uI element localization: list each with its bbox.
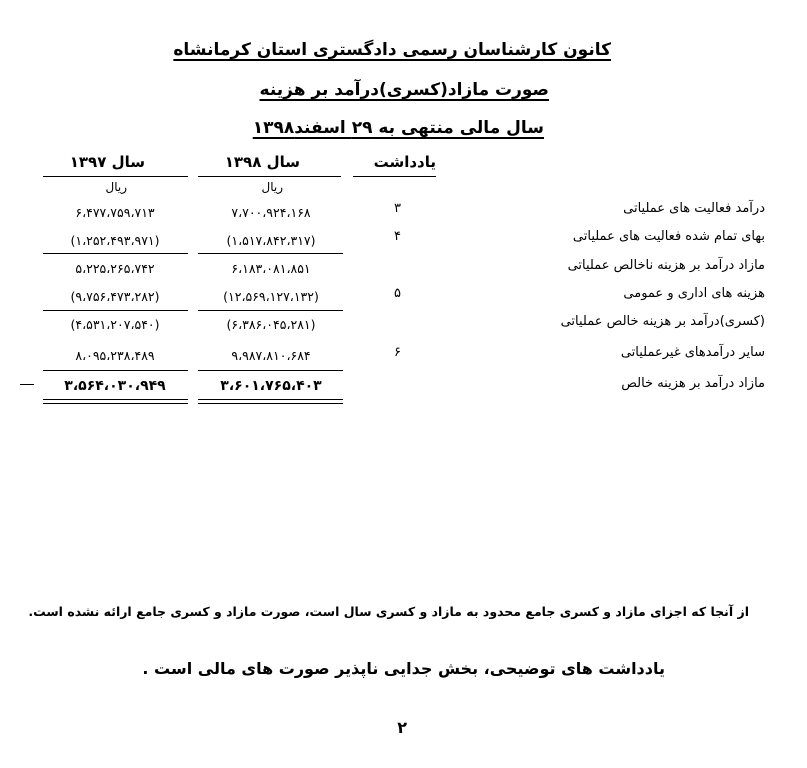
value-1397: ۵،۲۲۵،۲۶۵،۷۴۲	[75, 261, 155, 276]
row-note: ۳	[394, 201, 401, 216]
unit-1398: ریال	[261, 180, 283, 194]
note-header-underline	[353, 176, 436, 177]
row-note: ۶	[394, 345, 401, 360]
year-1397-header-underline	[43, 176, 188, 177]
value-1397: ۶،۴۷۷،۷۵۹،۷۱۳	[75, 205, 155, 220]
subtotal-line-1397	[43, 310, 188, 311]
row-note: ۴	[394, 229, 401, 244]
subtotal-line-1398	[198, 253, 343, 254]
row-label-other-income: سایر درآمدهای غیرعملیاتی	[620, 345, 765, 360]
subtotal-line-1398	[198, 370, 343, 371]
note-column-header: یادداشت	[373, 153, 436, 171]
notes-integral-statement: یادداشت های توضیحی، بخش جدایی ناپذیر صورت های مالی است .	[142, 659, 665, 678]
value-1398: (۱۲،۵۶۹،۱۲۷،۱۳۲)	[223, 289, 319, 304]
comprehensive-statement-remark: از آنجا که اجزای مازاد و کسری جامع محدود به مازاد و کسری سال است، صورت مازاد و کسری جامع ارائه نشده است.	[28, 604, 749, 619]
total-value-1397: ۳،۵۶۴،۰۳۰،۹۴۹	[64, 378, 166, 394]
margin-tick-mark	[20, 384, 34, 385]
total-value-1398: ۳،۶۰۱،۷۶۵،۴۰۳	[220, 378, 322, 394]
total-double-line-1398	[198, 399, 343, 400]
value-1397: ۸،۰۹۵،۲۳۸،۴۸۹	[75, 348, 155, 363]
total-double-line-1398	[198, 403, 343, 404]
statement-title: صورت مازاد(کسری)درآمد بر هزینه	[259, 80, 549, 100]
value-1398: ۹،۹۸۷،۸۱۰،۶۸۴	[231, 348, 311, 363]
value-1398: ۶،۱۸۳،۰۸۱،۸۵۱	[231, 261, 311, 276]
value-1398: (۶،۳۸۶،۰۴۵،۲۸۱)	[226, 317, 316, 332]
total-double-line-1397	[43, 399, 188, 400]
period-title: سال مالی منتهی به ۲۹ اسفند۱۳۹۸	[252, 118, 544, 138]
value-1397: (۹،۷۵۶،۴۷۳،۲۸۲)	[70, 289, 160, 304]
row-label-cost-of-operations: بهای تمام شده فعالیت های عملیاتی	[572, 229, 765, 244]
value-1397: (۴،۵۳۱،۲۰۷،۵۴۰)	[70, 317, 160, 332]
subtotal-line-1398	[198, 310, 343, 311]
unit-1397: ریال	[105, 180, 127, 194]
row-label-admin-expenses: هزینه های اداری و عمومی	[623, 286, 765, 301]
subtotal-line-1397	[43, 253, 188, 254]
value-1397: (۱،۲۵۲،۴۹۳،۹۷۱)	[70, 233, 160, 248]
year-1398-header-underline	[198, 176, 341, 177]
row-label-net-surplus: مازاد درآمد بر هزینه خالص	[621, 376, 765, 391]
row-note: ۵	[394, 286, 401, 301]
total-double-line-1397	[43, 403, 188, 404]
subtotal-line-1397	[43, 370, 188, 371]
row-label-gross-operating-surplus: مازاد درآمد بر هزینه ناخالص عملیاتی	[567, 258, 765, 273]
organization-title: کانون کارشناسان رسمی دادگستری استان کرمانشاه	[173, 40, 611, 60]
year-1397-header: سال ۱۳۹۷	[69, 153, 145, 171]
value-1398: ۷،۷۰۰،۹۲۴،۱۶۸	[231, 205, 311, 220]
page-number: ۲	[397, 718, 407, 737]
row-label-operating-revenue: درآمد فعالیت های عملیاتی	[623, 201, 765, 216]
year-1398-header: سال ۱۳۹۸	[224, 153, 300, 171]
row-label-net-operating-deficit: (کسری)درآمد بر هزینه خالص عملیاتی	[560, 314, 765, 329]
value-1398: (۱،۵۱۷،۸۴۲،۳۱۷)	[226, 233, 316, 248]
